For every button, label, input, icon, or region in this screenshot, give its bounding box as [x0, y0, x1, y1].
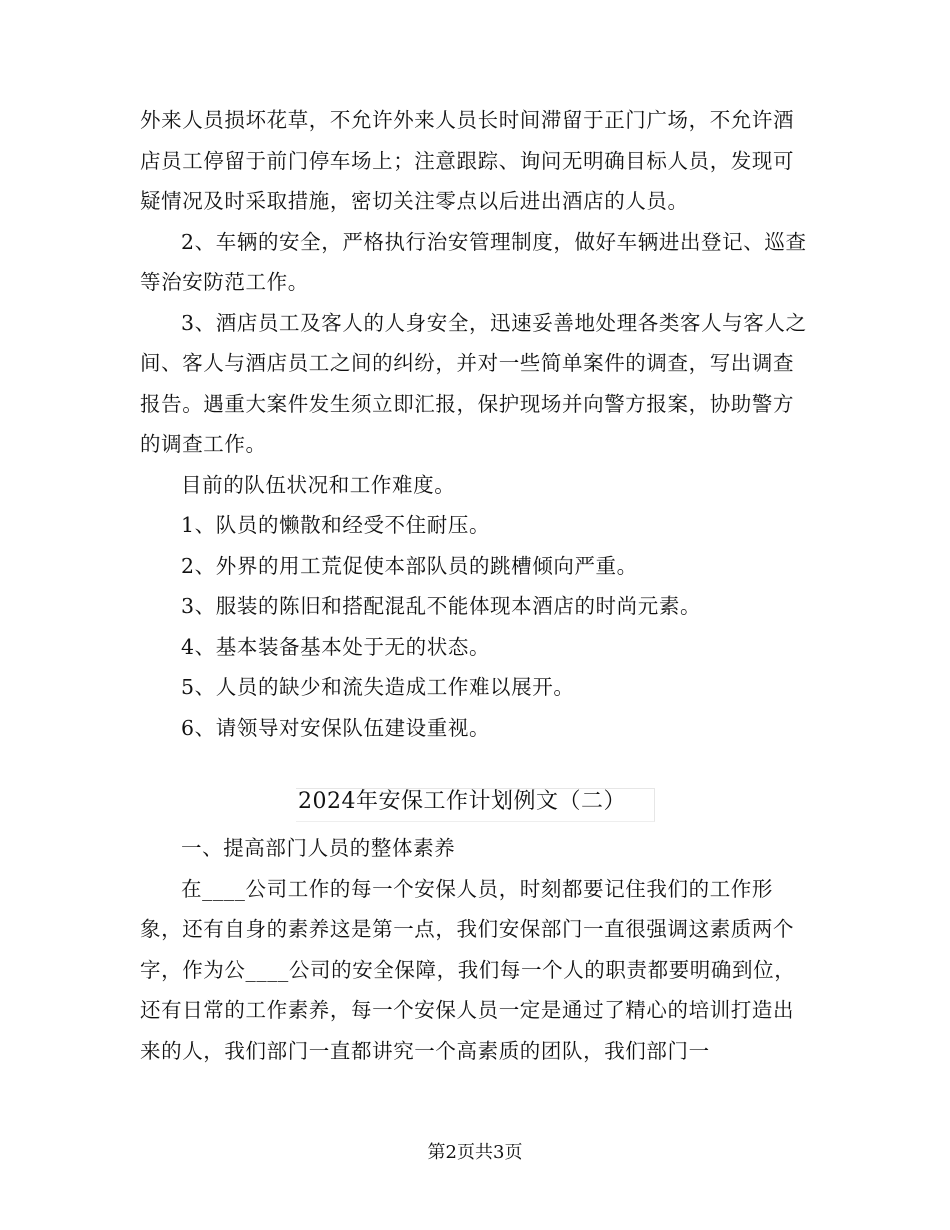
paragraph-vehicle-safety: 2、车辆的安全，严格执行治安管理制度，做好车辆进出登记、巡查等治安防范工作。 — [140, 229, 807, 294]
list-item: 4、基本装备基本处于无的状态。 — [181, 634, 491, 659]
list-item: 5、人员的缺少和流失造成工作难以展开。 — [181, 675, 575, 699]
page-number: 第2页共3页 — [427, 1142, 523, 1163]
paragraph-team-status: 目前的队伍状况和工作难度。 — [181, 472, 456, 497]
body-text-top — [140, 100, 810, 748]
list-item: 1、队员的懒散和经受不住耐压。 — [181, 513, 491, 537]
paragraph-personal-safety: 3、酒店员工及客人的人身安全，迅速妥善地处理各类客人与客人之间、客人与酒店员工之间的纠纷，并对一些简单案件的调查，写出调查报告。遇重大案件发生须立即汇报，保护现场并向警方报案，协助警方的调查工作。 — [140, 310, 807, 456]
paragraph-quality: 在____公司工作的每一个安保人员，时刻都要记住我们的工作形象，还有自身的素养这是第一点，我们安保部门一直很强调这素质两个字，作为公____公司的安全保障，我们每一个人的职责都要明确到位，还有日常的工作素养，每一个安保人员一定是通过了精心的培训打造出来的人，我们部门一直都讲究一个高素质的团队，我们部门一 — [140, 876, 796, 1063]
paragraph-continued: 外来人员损坏花草，不允许外来人员长时间滞留于正门广场，不允许酒店员工停留于前门停车场上；注意跟踪、询问无明确目标人员，发现可疑情况及时采取措施，密切关注零点以后进出酒店的人员。 — [140, 108, 795, 213]
section-title: 2024年安保工作计划例文（二） — [298, 789, 626, 814]
body-text-bottom — [140, 828, 810, 1071]
subsection-heading: 一、提高部门人员的整体素养 — [181, 836, 456, 860]
list-item: 3、服装的陈旧和搭配混乱不能体现本酒店的时尚元素。 — [181, 594, 702, 618]
list-item: 6、请领导对安保队伍建设重视。 — [181, 715, 491, 740]
list-item: 2、外界的用工荒促使本部队员的跳槽倾向严重。 — [181, 553, 638, 578]
